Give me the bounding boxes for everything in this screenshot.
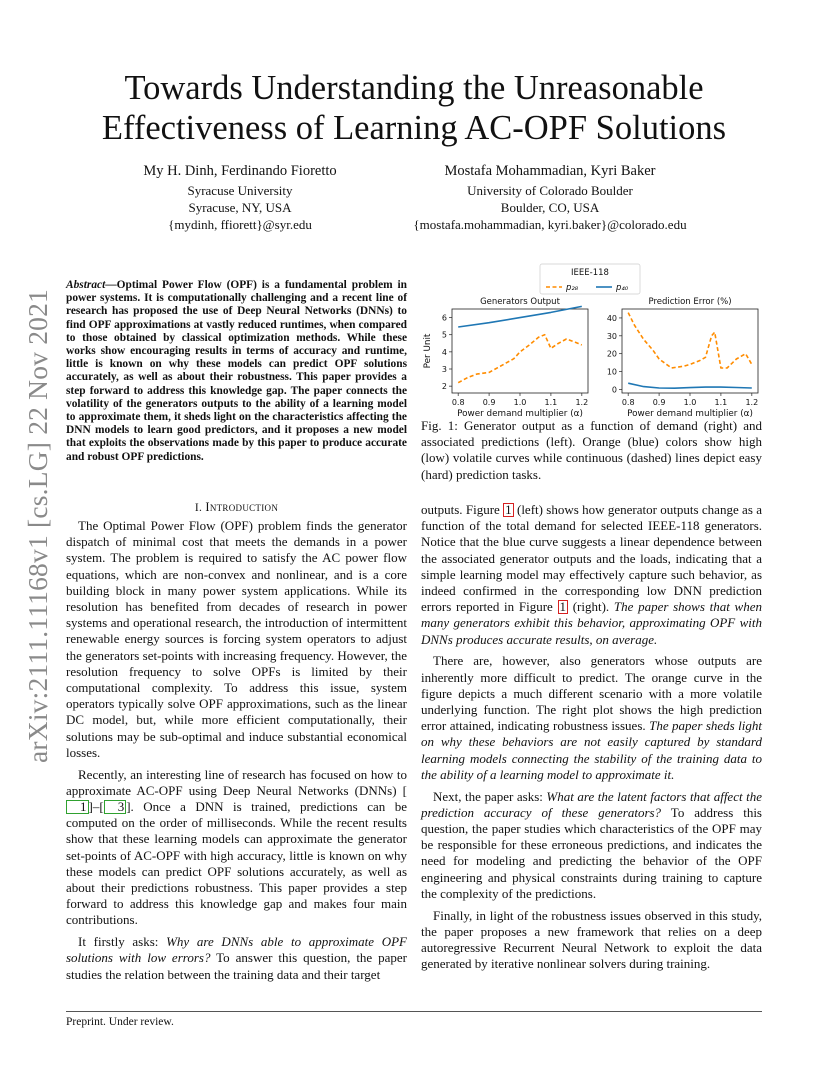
y-tick-label: 6 [441,313,447,323]
series-line-orange-dashed [458,335,582,383]
text-run: . Once a DNN is trained, predictions can be computed on the order of milliseconds. While the recent results show that these learning models can approximate the generator set-points of AC-OPF with high accuracy, little is known on why these models can predict OPF solutions accurately, as well as about their predictions robustness. This paper provides a step forward to address this knowledge gap and makes four main contributions. [66,799,407,928]
x-tick-label: 1.1 [544,398,558,407]
y-tick-label: 30 [606,331,617,341]
text-run: (right). [568,599,614,615]
x-tick-label: 0.9 [482,398,496,407]
x-tick-label: 1.0 [513,398,527,407]
author-names: My H. Dinh, Ferdinando Fioretto [143,163,337,179]
paragraph [421,502,762,648]
legend-title: IEEE-118 [571,268,609,278]
author-affiliation: Syracuse University [187,183,293,198]
x-tick-label: 0.8 [451,398,465,407]
author-email: {mydinh, ffiorett}@syr.edu [168,217,312,232]
section-heading-introduction [66,500,407,515]
italic-question: What are the latent factors that affect the prediction accuracy of these generators? [421,788,762,820]
text-run: To answer this question, the paper studies the relation between the training data and their target [66,950,407,982]
author-affiliation: University of Colorado Boulder [467,183,633,198]
paragraph [421,789,762,902]
y-tick-label: 10 [606,367,617,377]
title-line-2: Effectiveness of Learning AC-OPF Solutions [101,109,727,147]
y-tick-label: 3 [441,365,447,374]
text-run: To address this question, the paper studies which characteristics of the OPF may be responsible for these erroneous predictions, and indicates the need for modeling and predicting the behavior of the OPF engineering and physical constraints during training to capture the complexity of the predictions. [421,804,762,901]
italic-claim: The paper sheds light on why these behaviors are not easily captured by standard learning models connecting the stability of the training data to the ability of a learning model to approximate it. [421,718,762,782]
author-location: Syracuse, NY, USA [188,200,292,215]
text-run: Next, the paper asks: [433,788,547,804]
abstract-body: Optimal Power Flow (OPF) is a fundamental problem in power systems. It is computationally challenging and a recent line of research has proposed the use of Deep Neural Networks (DNNs) to find OPF approximations at vastly reduced runtimes, when compared to those obtained by classical optimization methods. While these works show encouraging results in terms of accuracy and runtime, little is known on why these models can predict OPF solutions accurately, as well as about their robustness. This paper provides a step forward to address this knowledge gap. The paper connects the volatility of the generators outputs to the ability of a learning model to approximate them, it sheds light on the characteristics affecting the DNN models to learn good predictors, and it proposes a new model that exploits the observations made by this paper to produce accurate and robust OPF predictions. [66,279,407,463]
y-tick-label: 4 [441,347,447,357]
text-run: Recently, an interesting line of research has focused on how to approximate AC-OPF using Deep Neural Networks (DNNs) [66,766,407,798]
plot-title: Prediction Error (%) [648,297,732,307]
x-tick-label: 1.2 [745,398,759,407]
text-run: – [92,799,100,815]
section-title: Introduction [205,500,279,514]
author-block-colorado [400,162,700,233]
x-tick-label: 1.0 [683,398,697,407]
y-tick-label: 20 [606,349,617,359]
citation-bracket: [ [402,782,407,798]
italic-claim: The paper shows that when many generators exhibit this behavior, approximating OPF with DNNs produces accurate results, on average. [421,599,762,647]
author-location: Boulder, CO, USA [500,200,600,215]
right-column-body [421,502,762,978]
arxiv-identifier-text: arXiv:2111.11168v1 [cs.LG] 22 Nov 2021 [22,288,54,764]
paragraph [66,767,407,929]
section-number: I. [194,502,203,514]
citation-link[interactable]: 1 [66,800,89,814]
plot-frame [622,309,758,393]
legend-entry: p₂₈ [566,283,579,293]
figure-1 [418,262,764,420]
abstract-dash: — [105,279,117,291]
x-tick-label: 1.1 [714,398,728,407]
x-tick-label: 1.2 [575,398,589,407]
author-email: {mostafa.mohammadian, kyri.baker}@colorado.edu [413,217,687,232]
series-line-blue-solid [458,306,582,327]
y-tick-label: 0 [611,385,617,395]
plot-frame [452,309,588,393]
footer-note: Preprint. Under review. [66,1016,174,1028]
text-run: (left) shows how generator outputs change as a function of the total demand for selected IEEE-118 generators. Notice that the blue curve suggests a linear dependence between the associated generator outputs and the loads, indicating that a simple learning model may effectively capture such behavior, as indeed confirmed in the corresponding low DNN prediction errors reported in Figure [421,502,762,615]
paragraph: The Optimal Power Flow (OPF) problem finds the generator dispatch of minimal cost that meets the demands in a power system. The problem is required to satisfy the AC power flow equations, which are non-convex and nonlinear, and is a core building block in many power system applications. While its resolution has benefited from decades of research in power systems and operational research, the introduction of intermittent renewable energy sources is forcing system operators to adjust the generators set-points with increasing frequency. However, the resolution frequency to solve OPFs is limited by their computational complexity. To address this issue, system operators typically solve OPF approximations, such as the linear DC model, but, while more efficient computationally, their solutions may be sub-optimal and induce substantial economical losses. [66,518,407,760]
citation-bracket: [ [99,799,104,815]
y-tick-label: 2 [441,382,447,392]
text-run: It firstly asks: [78,934,167,950]
paper-title [66,68,762,148]
figure-link[interactable]: 1 [559,599,566,615]
series-line-blue-solid [628,383,752,388]
arxiv-identifier [14,286,62,766]
y-tick-label: 5 [441,330,447,340]
paragraph [421,653,762,783]
title-line-1: Towards Understanding the Unreasonable [124,69,704,107]
citation-bracket: ] [126,799,131,815]
x-tick-label: 0.8 [621,398,635,407]
x-axis-label: Power demand multiplier (α) [457,409,583,419]
series-line-orange-dashed [628,313,752,368]
author-names: Mostafa Mohammadian, Kyri Baker [444,163,656,179]
text-run: outputs. Figure [421,502,504,517]
abstract [66,279,407,464]
abstract-label: Abstract [66,279,106,291]
plot-title: Generators Output [480,297,560,307]
figure-link[interactable]: 1 [505,502,512,517]
paragraph [66,934,407,983]
citation-bracket: ] [88,799,93,815]
footer-divider [66,1011,762,1012]
y-axis-label: Per Unit [423,333,433,369]
paragraph: Finally, in light of the robustness issues observed in this study, the paper proposes a new framework that relies on a deep autoregressive Recurrent Neural Network to exploit the data generated by iterative nonlinear solvers during training. [421,907,762,972]
figure-1-plots [418,262,764,420]
legend-entry: p₄₀ [616,283,629,293]
figure-caption: Fig. 1: Generator output as a function of demand (right) and associated predictions (left). Orange (blue) colors show high (low) volatile curves while continuous (dashed) lines depict easy (hard) prediction tasks. [421,418,762,482]
italic-question: Why are DNNs able to approximate OPF solutions with low errors? [66,934,407,966]
text-run: There are, however, also generators whose outputs are inherently more difficult to predict. The orange curve in the figure depicts a much different scenario with a more volatile underlying function. The right plot shows the high prediction error attained, indicating robustness issues. [421,653,762,734]
x-axis-label: Power demand multiplier (α) [627,409,753,419]
x-tick-label: 0.9 [652,398,666,407]
author-block-syracuse [120,162,360,233]
y-tick-label: 40 [606,313,617,323]
citation-link[interactable]: 3 [104,800,127,814]
left-column-body [66,518,407,988]
